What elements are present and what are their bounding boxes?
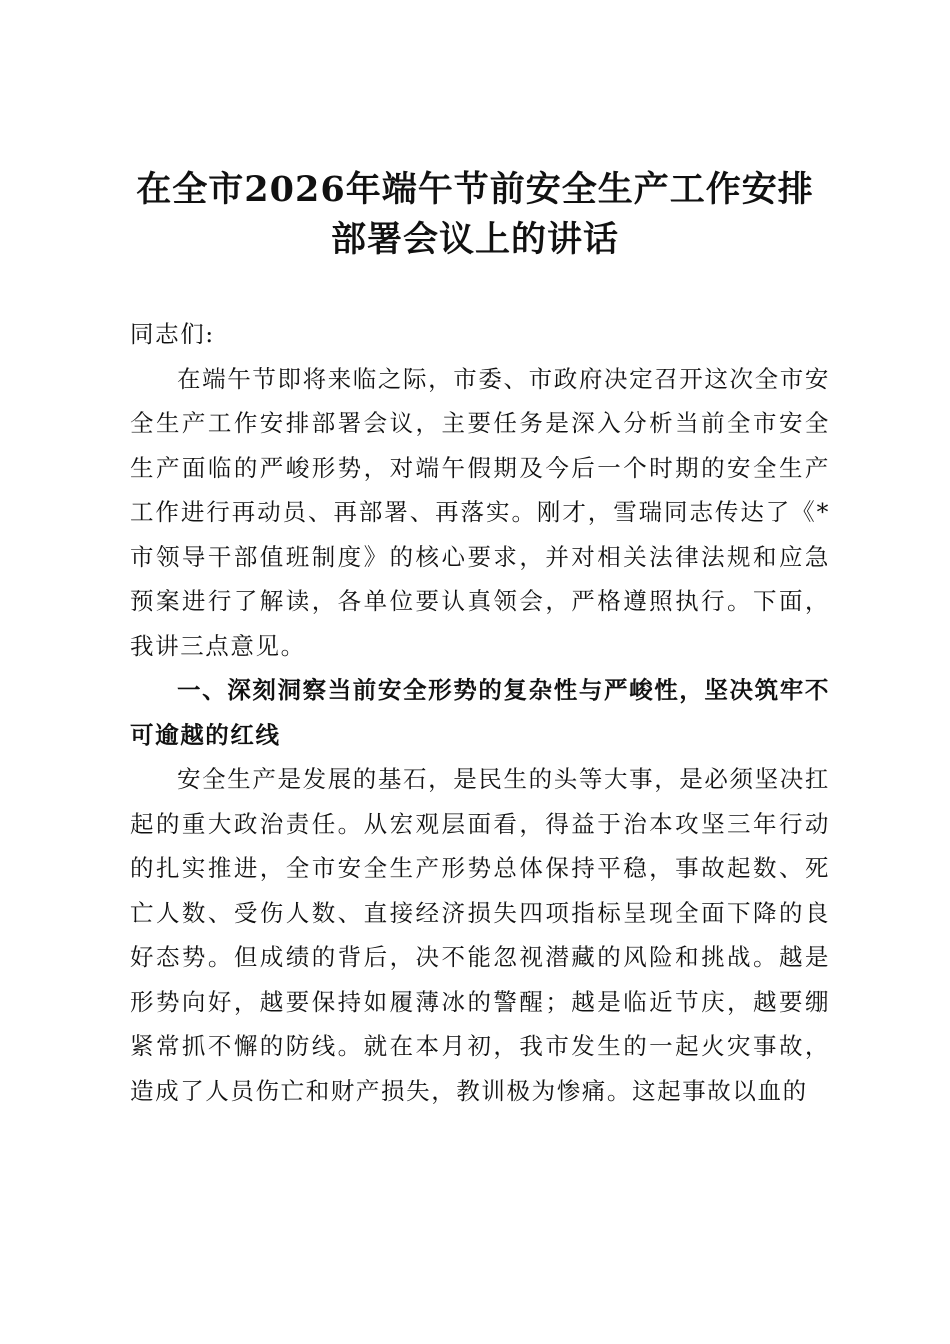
- document-body: [130, 312, 830, 1113]
- document-title: [90, 165, 860, 265]
- paragraph-section-1: 安全生产是发展的基石，是民生的头等大事，是必须坚决扛起的重大政治责任。从宏观层面看，得益于治本攻坚三年行动的扎实推进，全市安全生产形势总体保持平稳，事故起数、死亡人数、受伤人数、直接经济损失四项指标呈现全面下降的良好态势。但成绩的背后，决不能忽视潜藏的风险和挑战。越是形势向好，越要保持如履薄冰的警醒；越是临近节庆，越要绷紧常抓不懈的防线。就在本月初，我市发生的一起火灾事故，造成了人员伤亡和财产损失，教训极为惨痛。这起事故以血的: [130, 765, 830, 1105]
- section-heading-1: 一、深刻洞察当前安全形势的复杂性与严峻性，坚决筑牢不可逾越的红线: [130, 676, 830, 749]
- title-line-2: 部署会议上的讲话: [330, 219, 619, 260]
- salutation: 同志们:: [130, 320, 215, 348]
- paragraph-intro: 在端午节即将来临之际，市委、市政府决定召开这次全市安全生产工作安排部署会议，主要任务是深入分析当前全市安全生产面临的严峻形势，对端午假期及今后一个时期的安全生产工作进行再动员、再部署、再落实。刚才，雪瑞同志传达了《*市领导干部值班制度》的核心要求，并对相关法律法规和应急预案进行了解读，各单位要认真领会，严格遵照执行。下面，我讲三点意见。: [130, 364, 830, 660]
- title-line-1: 在全市2026年端午节前安全生产工作安排: [136, 169, 814, 210]
